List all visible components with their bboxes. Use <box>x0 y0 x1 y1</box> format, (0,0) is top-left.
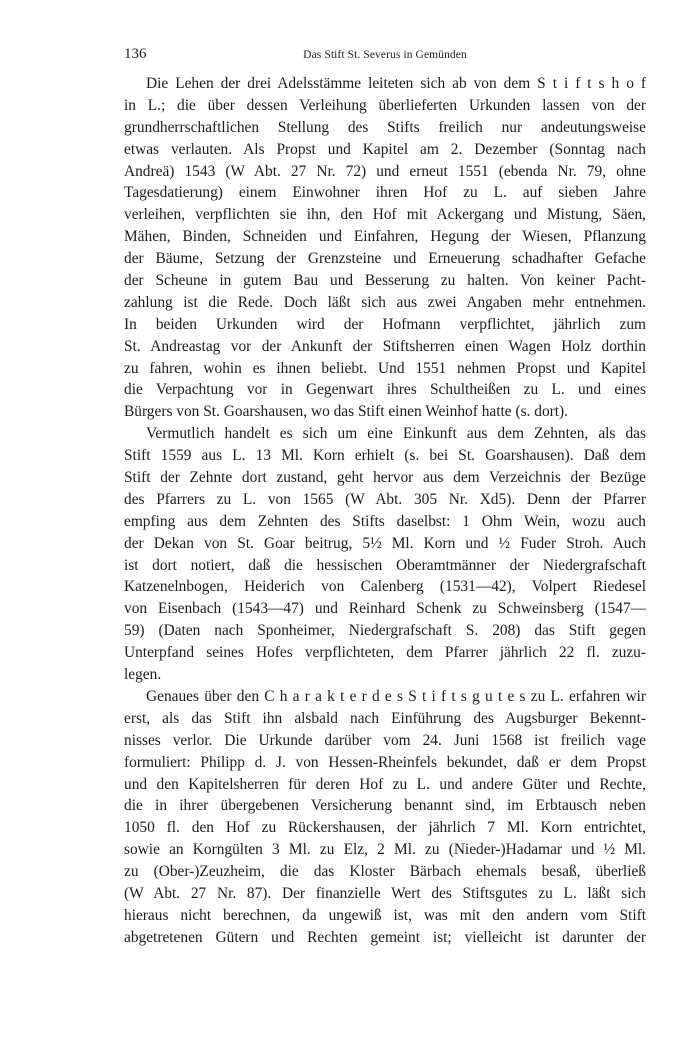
text-line: die in ihrer übergebenen Versicherung benannt sind, im Erbtausch neben <box>124 797 646 815</box>
text-line: zu (Ober-)Zeuzheim, die das Kloster Bärbach ehemals besaß, überließ <box>124 863 646 881</box>
text-line: Katzenelnbogen, Heiderich von Calenberg (1531—42), Volpert Riedesel <box>124 578 646 596</box>
text-line: Genaues über den C h a r a k t e r d e s S t i f t s g u t e s zu L. erfahren wir <box>146 687 646 705</box>
text-line: zu fahren, wohin es ihnen beliebt. Und 1551 nehmen Propst und Kapitel <box>124 359 646 377</box>
text-line: Stift der Zehnte dort zustand, geht hervor aus dem Verzeichnis der Bezüge <box>124 469 646 487</box>
text-line: Unterpfand seines Hofes verpflichteten, dem Pfarrer jährlich 22 fl. zuzu- <box>124 644 646 662</box>
text-line: verleihen, verpflichten sie ihn, den Hof mit Ackergang und Mistung, Säen, <box>124 206 646 224</box>
text-line: abgetretenen Gütern und Rechten gemeint ist; vielleicht ist darunter der <box>124 928 646 946</box>
text-line: erst, als das Stift ihn alsbald nach Einführung des Augsburger Bekennt- <box>124 709 646 727</box>
text-line: Die Lehen der drei Adelsstämme leiteten sich ab von dem S t i f t s h o f <box>146 75 646 92</box>
text-line: von Eisenbach (1543—47) und Reinhard Schenk zu Schweinsberg (1547— <box>124 600 646 618</box>
text-line: die Verpachtung vor in Gegenwart ihres Schultheißen zu L. und eines <box>124 381 646 399</box>
text-line: der Dekan von St. Goar beitrug, 5½ Ml. Korn und ½ Fuder Stroh. Auch <box>124 534 646 552</box>
page-header <box>124 44 646 64</box>
text-line: ist dort notiert, daß die hessischen Oberamtmänner der Niedergrafschaft <box>124 556 646 574</box>
text-line: grundherrschaftlichen Stellung des Stifts freilich nur andeutungsweise <box>124 118 646 136</box>
text-line: empfing aus dem Zehnten des Stifts daselbst: 1 Ohm Wein, wozu auch <box>124 512 646 530</box>
text-line: St. Andreastag vor der Ankunft der Stiftsherren einen Wagen Holz dorthin <box>124 337 646 355</box>
text-line: formuliert: Philipp d. J. von Hessen-Rheinfels bekundet, daß er dem Propst <box>124 753 646 771</box>
text-line: nisses verlor. Die Urkunde darüber vom 24. Juni 1568 ist freilich vage <box>124 731 646 749</box>
text-line: und den Kapitelsherren für deren Hof zu L. und andere Güter und Rechte, <box>124 775 646 793</box>
text-line: Stift 1559 aus L. 13 Ml. Korn erhielt (s. bei St. Goarshausen). Daß dem <box>124 447 646 465</box>
text-line: Mähen, Binden, Schneiden und Einfahren, Hegung der Wiesen, Pflanzung <box>124 228 646 246</box>
text-line: Tagesdatierung) einem Einwohner ihren Hof zu L. auf sieben Jahre <box>124 184 646 202</box>
text-line: etwas verlauten. Als Propst und Kapitel am 2. Dezember (Sonntag nach <box>124 140 646 158</box>
text-line: legen. <box>124 666 162 684</box>
text-line: hieraus nicht berechnen, da ungewiß ist, was mit den andern vom Stift <box>124 906 646 924</box>
text-line: zahlung ist die Rede. Doch läßt sich aus zwei Angaben mehr entnehmen. <box>124 293 646 311</box>
running-head: Das Stift St. Severus in Gemünden <box>303 49 467 61</box>
text-line: Bürgers von St. Goarshausen, wo das Stift einen Weinhof hatte (s. dort). <box>124 403 569 421</box>
text-line: in L.; die über dessen Verleihung überlieferten Urkunden lassen von der <box>124 96 646 114</box>
text-line: (W Abt. 27 Nr. 87). Der finanzielle Wert des Stiftsgutes zu L. läßt sich <box>124 884 646 902</box>
text-line: In beiden Urkunden wird der Hofmann verpflichtet, jährlich zum <box>124 315 646 333</box>
text-line: der Bäume, Setzung der Grenzsteine und Erneuerung schadhafter Gefache <box>124 250 646 268</box>
text-line: sowie an Korngülten 3 Ml. zu Elz, 2 Ml. zu (Nieder-)Hadamar und ½ Ml. <box>124 841 646 859</box>
page-number: 136 <box>124 46 147 62</box>
text-line: des Pfarrers zu L. von 1565 (W Abt. 305 Nr. Xd5). Denn der Pfarrer <box>124 490 646 508</box>
text-line: Vermutlich handelt es sich um eine Einkunft aus dem Zehnten, als das <box>146 425 646 443</box>
text-line: 1050 fl. den Hof zu Rückershausen, der jährlich 7 Ml. Korn entrichtet, <box>124 819 646 837</box>
text-line: der Scheune in gutem Bau und Besserung zu halten. Von keiner Pacht- <box>124 272 646 290</box>
body-text <box>124 73 646 949</box>
text-line: Andreä) 1543 (W Abt. 27 Nr. 72) und erneut 1551 (ebenda Nr. 79, ohne <box>124 162 646 180</box>
text-line: 59) (Daten nach Sponheimer, Niedergrafschaft S. 208) das Stift gegen <box>124 622 646 640</box>
